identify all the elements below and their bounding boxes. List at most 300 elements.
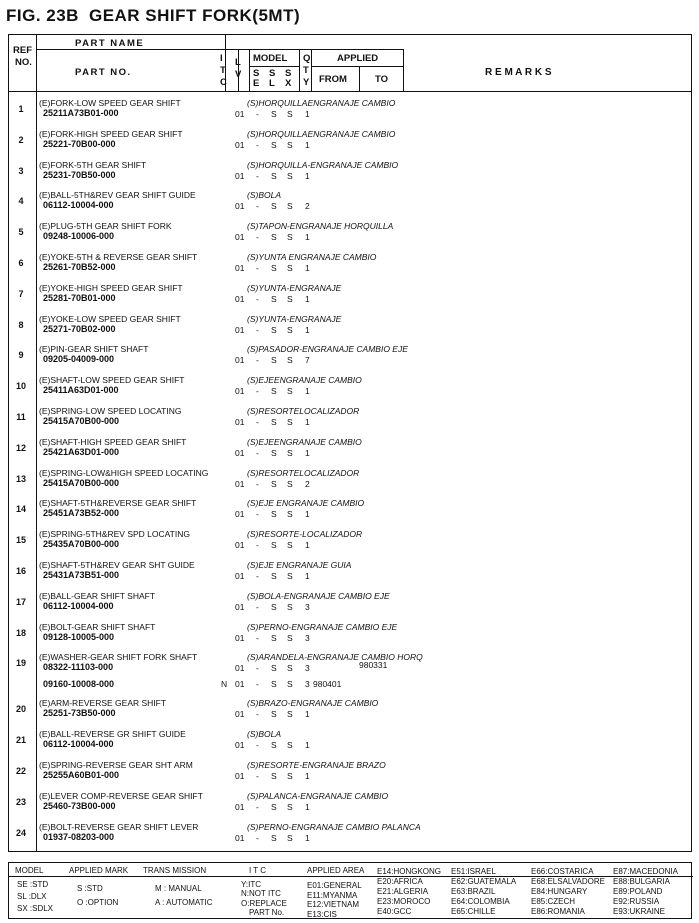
- model-sl: S: [271, 386, 277, 397]
- lv-value: 01: [235, 355, 245, 366]
- legend-itc-header: I T C: [249, 866, 267, 875]
- legend-area-item: E23:MOROCO: [377, 897, 431, 906]
- lv-value: 01: [235, 632, 245, 643]
- model-sl: S: [271, 709, 277, 720]
- part-number: 09160-10008-000: [43, 679, 115, 690]
- model-sx: S: [287, 771, 293, 781]
- spanish-name: (S)YUNTA-ENGRANAJE: [247, 282, 342, 293]
- ref-number: 18: [15, 627, 26, 638]
- table-row: [9, 622, 693, 653]
- legend-area-item: E65:CHILLE: [451, 907, 496, 916]
- spanish-name: (S)YUNTA-ENGRANAJE: [247, 313, 342, 324]
- to-header: TO: [375, 74, 389, 85]
- part-name: (E)SHAFT-5TH&REVERSE GEAR SHIFT: [39, 498, 197, 509]
- part-name: (E)SPRING-5TH&REV SPD LOCATING: [39, 529, 190, 540]
- spanish-name: (S)EJEENGRANAJE CAMBIO: [247, 436, 362, 447]
- from-header: FROM: [319, 74, 347, 85]
- legend-area-item: E62:GUATEMALA: [451, 877, 517, 886]
- part-name: (E)SHAFT-LOW SPEED GEAR SHIFT: [39, 375, 185, 386]
- part-name: (E)LEVER COMP-REVERSE GEAR SHIFT: [39, 790, 203, 801]
- lv-value: 01: [235, 170, 245, 181]
- ref-number: 12: [15, 442, 26, 453]
- model-se: -: [256, 740, 259, 751]
- legend-mark-header: APPLIED MARK: [69, 866, 129, 875]
- model-se: -: [256, 139, 259, 150]
- model-sx: S: [287, 740, 293, 751]
- model-sx: S: [287, 293, 293, 304]
- spanish-name: (S)HORQUILLAENGRANAJE CAMBIO: [247, 128, 396, 139]
- qty: 3: [305, 663, 310, 674]
- model-se: -: [256, 801, 259, 812]
- qty: 1: [305, 324, 310, 335]
- model-se: -: [256, 447, 259, 458]
- lv-value: 01: [235, 601, 245, 612]
- model-sx: S: [287, 540, 293, 551]
- model-sl-s: S: [269, 68, 276, 79]
- ref-number: 16: [15, 566, 26, 576]
- part-name: (E)SHAFT-5TH&REV GEAR SHT GUIDE: [39, 560, 195, 570]
- ref-number: 8: [18, 319, 24, 330]
- qty: 1: [305, 386, 310, 397]
- model-se: -: [256, 679, 259, 690]
- model-sx: S: [287, 509, 293, 520]
- ref-number: 4: [18, 196, 24, 207]
- table-row: [9, 791, 693, 822]
- legend-model-sl: SL :DLX: [17, 892, 47, 901]
- qty: 1: [305, 832, 310, 843]
- ref-number: 1: [18, 104, 24, 114]
- table-row: [9, 129, 693, 160]
- spanish-name: (S)BOLA: [247, 729, 282, 740]
- part-number: 06112-10004-000: [43, 739, 114, 750]
- part-name: (E)ARM-REVERSE GEAR SHIFT: [39, 698, 167, 709]
- part-name: (E)FORK-LOW SPEED GEAR SHIFT: [39, 98, 181, 108]
- table-row: [9, 190, 693, 221]
- qty: 3: [305, 601, 310, 612]
- lv-value: 01: [235, 832, 245, 843]
- legend-area-item: E20:AFRICA: [377, 877, 423, 886]
- part-number: 25415A70B00-000: [43, 416, 120, 426]
- ref-number: 21: [15, 735, 26, 746]
- part-name: (E)SPRING-LOW&HIGH SPEED LOCATING: [39, 467, 209, 478]
- model-se: -: [256, 771, 259, 781]
- spanish-name: (S)EJE ENGRANAJE GUIA: [247, 560, 352, 570]
- part-number: 25435A70B00-000: [43, 539, 120, 550]
- qty: 1: [305, 771, 310, 781]
- lv-l: L: [235, 57, 241, 68]
- model-sl: S: [271, 109, 277, 119]
- ref-number: 20: [15, 704, 26, 715]
- model-sx: S: [287, 263, 293, 273]
- spanish-name: (S)BOLA: [247, 190, 282, 201]
- table-row: [9, 314, 693, 345]
- spanish-name: (S)TAPON-ENGRANAJE HORQUILLA: [247, 221, 394, 232]
- ref-number: 24: [15, 827, 26, 838]
- spanish-name: (S)HORQUILLAENGRANAJE CAMBIO: [247, 98, 396, 108]
- model-sl: S: [271, 417, 277, 427]
- table-row: [9, 160, 693, 191]
- qty: 1: [305, 740, 310, 751]
- table-row: [9, 406, 693, 437]
- model-sx: S: [287, 417, 293, 427]
- model-header: MODEL: [253, 53, 288, 64]
- part-number: 09205-04009-000: [43, 354, 115, 365]
- itc-value: N: [221, 679, 228, 690]
- part-number: 25411A63D01-000: [43, 385, 119, 396]
- part-number: 25261-70B52-000: [43, 262, 116, 272]
- qty: 1: [305, 571, 310, 581]
- lv-value: 01: [235, 293, 245, 304]
- model-sl: S: [271, 139, 277, 150]
- model-sx: S: [287, 232, 293, 243]
- table-header: [8, 34, 692, 92]
- model-sx: S: [287, 139, 293, 150]
- spanish-name: (S)ARANDELA-ENGRANAJE CAMBIO HORQ: [247, 652, 423, 663]
- ref-number: 14: [15, 504, 26, 515]
- lv-value: 01: [235, 109, 245, 119]
- table-row: [9, 344, 693, 375]
- model-sl: S: [271, 263, 277, 273]
- part-number: 06112-10004-000: [43, 200, 114, 211]
- model-se: -: [256, 293, 259, 304]
- legend-area-item: E40:GCC: [377, 907, 412, 916]
- spanish-name: (S)PASADOR-ENGRANAJE CAMBIO EJE: [247, 344, 408, 355]
- qty: 3: [305, 632, 310, 643]
- model-se: -: [256, 571, 259, 581]
- ref-number: 11: [16, 412, 26, 422]
- lv-value: 01: [235, 571, 245, 581]
- model-sx: S: [287, 663, 293, 674]
- part-number: 25431A73B51-000: [43, 570, 120, 580]
- spanish-name: (S)RESORTELOCALIZADOR: [247, 467, 360, 478]
- model-sl: S: [271, 832, 277, 843]
- legend-trans-header: TRANS MISSION: [143, 866, 207, 875]
- model-se: -: [256, 663, 259, 674]
- legend-area-item: E14:HONGKONG: [377, 867, 442, 876]
- legend-itc-o: O:REPLACE: [241, 899, 287, 908]
- spanish-name: (S)EJEENGRANAJE CAMBIO: [247, 375, 362, 386]
- qty: 2: [305, 478, 310, 489]
- legend-area-item: E12:VIETNAM: [307, 900, 360, 909]
- legend-area-item: E93:UKRAINE: [613, 907, 666, 916]
- model-sx: S: [287, 478, 293, 489]
- model-se: -: [256, 832, 259, 843]
- page-title: [6, 6, 300, 26]
- part-number: 25221-70B00-000: [43, 138, 116, 149]
- model-sx: S: [287, 109, 293, 119]
- legend-model-header: MODEL: [15, 866, 44, 875]
- table-row: [9, 822, 693, 853]
- table-row: [9, 437, 693, 468]
- part-name: (E)SPRING-REVERSE GEAR SHT ARM: [39, 760, 193, 770]
- model-se: -: [256, 709, 259, 720]
- lv-value: 01: [235, 509, 245, 520]
- model-se: -: [256, 632, 259, 643]
- model-sx: S: [287, 801, 293, 812]
- model-se: -: [256, 324, 259, 335]
- model-sx-x: X: [285, 78, 292, 89]
- legend-area-item: E51:ISRAEL: [451, 867, 496, 876]
- legend-itc-y: Y:ITC: [241, 880, 262, 889]
- table-row: [9, 283, 693, 314]
- lv-value: 01: [235, 232, 245, 243]
- part-number: 09128-10005-000: [43, 631, 115, 642]
- ref-number: 15: [15, 535, 26, 546]
- qty: 1: [305, 139, 310, 150]
- model-sx: S: [287, 447, 293, 458]
- part-number: 01937-08203-000: [43, 831, 115, 842]
- part-number: 25251-73B50-000: [43, 708, 116, 719]
- qty: 1: [305, 293, 310, 304]
- model-sl: S: [271, 509, 277, 520]
- ref-number: 9: [18, 350, 24, 361]
- legend-mark-option: O :OPTION: [77, 898, 119, 907]
- part-name-header: PART NAME: [75, 38, 145, 49]
- model-sl: S: [271, 447, 277, 458]
- spanish-name: (S)RESORTE-ENGRANAJE BRAZO: [247, 760, 386, 770]
- qty: 1: [305, 540, 310, 551]
- itc-t: T: [220, 65, 226, 76]
- model-sx: S: [287, 832, 293, 843]
- lv-value: 01: [235, 771, 245, 781]
- qty-q: Q: [303, 53, 311, 64]
- legend-area-item: E01:GENERAL: [307, 881, 362, 890]
- lv-value: 01: [235, 540, 245, 551]
- part-number: 06112-10004-000: [43, 600, 114, 611]
- model-sl: S: [271, 740, 277, 751]
- spanish-name: (S)PALANCA-ENGRANAJE CAMBIO: [247, 790, 389, 801]
- model-sl: S: [271, 801, 277, 812]
- lv-value: 01: [235, 139, 245, 150]
- model-sl: S: [271, 679, 277, 690]
- legend-mark-std: S :STD: [77, 884, 103, 893]
- model-sl: S: [271, 232, 277, 243]
- qty: 2: [305, 201, 310, 212]
- legend-area-item: E21:ALGERIA: [377, 887, 429, 896]
- part-number: 25281-70B01-000: [43, 292, 116, 303]
- model-sx: S: [287, 201, 293, 212]
- model-sl: S: [271, 170, 277, 181]
- model-sx: S: [287, 170, 293, 181]
- applied-to: 980331: [359, 660, 388, 671]
- ref-number: 13: [15, 473, 26, 484]
- ref-number: 19: [15, 658, 26, 669]
- model-sl: S: [271, 355, 277, 366]
- model-sx: S: [287, 601, 293, 612]
- part-number: 25415A70B00-000: [43, 477, 120, 488]
- spanish-name: (S)PERNO-ENGRANAJE CAMBIO PALANCA: [247, 821, 421, 832]
- model-se: -: [256, 170, 259, 181]
- model-sx: S: [287, 386, 293, 397]
- ref-label: REF: [13, 45, 32, 56]
- model-se: -: [256, 601, 259, 612]
- part-number: 25460-73B00-000: [43, 800, 116, 811]
- lv-value: 01: [235, 679, 245, 690]
- part-name: (E)BALL-GEAR SHIFT SHAFT: [39, 590, 156, 601]
- model-sl: S: [271, 293, 277, 304]
- table-row: [9, 729, 693, 760]
- table-row: [9, 591, 693, 622]
- table-row: [9, 529, 693, 560]
- part-name: (E)BOLT-GEAR SHIFT SHAFT: [39, 621, 156, 632]
- legend: [8, 862, 692, 919]
- lv-value: 01: [235, 478, 245, 489]
- figure-number: FIG. 23B: [6, 6, 79, 25]
- qty: 1: [305, 170, 310, 181]
- spanish-name: (S)RESORTELOCALIZADOR: [247, 406, 360, 416]
- legend-model-se: SE :STD: [17, 880, 49, 889]
- table-row: [9, 221, 693, 252]
- legend-trans-manual: M : MANUAL: [155, 884, 202, 893]
- lv-value: 01: [235, 417, 245, 427]
- part-name: (E)PIN-GEAR SHIFT SHAFT: [39, 344, 149, 355]
- qty: 1: [305, 709, 310, 720]
- model-se: -: [256, 540, 259, 551]
- qty: 7: [305, 355, 310, 366]
- part-number: 09248-10006-000: [43, 231, 115, 242]
- ref-number: 17: [15, 596, 26, 607]
- model-se: -: [256, 201, 259, 212]
- spanish-name: (S)EJE ENGRANAJE CAMBIO: [247, 498, 365, 509]
- part-name: (E)BOLT-REVERSE GEAR SHIFT LEVER: [39, 821, 199, 832]
- model-sl: S: [271, 771, 277, 781]
- model-se-s: S: [253, 68, 260, 79]
- table-row: [9, 468, 693, 499]
- model-se: -: [256, 386, 259, 397]
- legend-area-item: E66:COSTARICA: [531, 867, 594, 876]
- ref-number: 5: [18, 227, 24, 238]
- qty: 1: [305, 801, 310, 812]
- table-row: [9, 652, 693, 698]
- part-number: 08322-11103-000: [43, 662, 114, 673]
- part-name: (E)YOKE-LOW SPEED GEAR SHIFT: [39, 313, 181, 324]
- lv-value: 01: [235, 663, 245, 674]
- model-sl: S: [271, 663, 277, 674]
- legend-model-sx: SX :SDLX: [17, 904, 54, 913]
- lv-value: 01: [235, 447, 245, 458]
- spanish-name: (S)HORQUILLA-ENGRANAJE CAMBIO: [247, 159, 399, 170]
- model-sx: S: [287, 571, 293, 581]
- ref-number: 3: [18, 165, 24, 176]
- legend-area-item: E88:BULGARIA: [613, 877, 670, 886]
- spanish-name: (S)BOLA-ENGRANAJE CAMBIO EJE: [247, 590, 390, 601]
- remarks-header: R E M A R K S: [485, 67, 552, 78]
- part-name: (E)YOKE-5TH & REVERSE GEAR SHIFT: [39, 252, 198, 262]
- applied-header: APPLIED: [337, 53, 379, 64]
- lv-value: 01: [235, 740, 245, 751]
- qty-y: Y: [303, 77, 310, 88]
- no-label: NO.: [15, 57, 32, 68]
- legend-area-item: E68:ELSALVADORE: [531, 877, 605, 886]
- model-sx-s: S: [285, 68, 292, 79]
- qty: 1: [305, 109, 310, 119]
- lv-value: 01: [235, 263, 245, 273]
- legend-area-item: E84:HUNGARY: [531, 887, 588, 896]
- applied-from: 980401: [313, 679, 342, 690]
- qty: 3: [305, 679, 310, 690]
- model-sx: S: [287, 324, 293, 335]
- qty: 1: [305, 509, 310, 520]
- qty: 1: [305, 232, 310, 243]
- parts-table: [8, 92, 692, 852]
- part-name: (E)PLUG-5TH GEAR SHIFT FORK: [39, 221, 172, 232]
- model-sl: S: [271, 478, 277, 489]
- model-sx: S: [287, 632, 293, 643]
- legend-itc-n: N:NOT ITC: [241, 889, 281, 898]
- model-se: -: [256, 355, 259, 366]
- model-se: -: [256, 478, 259, 489]
- part-name: (E)WASHER-GEAR SHIFT FORK SHAFT: [39, 652, 198, 663]
- model-se: -: [256, 417, 259, 427]
- part-name: (E)FORK-HIGH SPEED GEAR SHIFT: [39, 128, 183, 139]
- part-name: (E)SPRING-LOW SPEED LOCATING: [39, 406, 182, 416]
- lv-value: 01: [235, 201, 245, 212]
- itc-c: C: [220, 77, 227, 88]
- part-name: (E)BALL-5TH&REV GEAR SHIFT GUIDE: [39, 190, 196, 201]
- qty-t: T: [303, 65, 309, 76]
- ref-number: 23: [15, 796, 26, 807]
- model-sl: S: [271, 571, 277, 581]
- table-row: [9, 760, 693, 791]
- lv-v: V: [235, 69, 242, 80]
- model-se: -: [256, 232, 259, 243]
- part-no-header: PART NO.: [75, 67, 132, 78]
- part-name: (E)BALL-REVERSE GR SHIFT GUIDE: [39, 729, 186, 740]
- lv-value: 01: [235, 386, 245, 397]
- model-sl-l: L: [269, 78, 275, 89]
- table-row: [9, 98, 693, 129]
- part-number: 25211A73B01-000: [43, 108, 119, 118]
- ref-number: 10: [15, 381, 26, 392]
- legend-area-item: E89:POLAND: [613, 887, 663, 896]
- lv-value: 01: [235, 801, 245, 812]
- spanish-name: (S)RESORTE-LOCALIZADOR: [247, 529, 363, 540]
- table-row: [9, 698, 693, 729]
- qty: 1: [305, 417, 310, 427]
- spanish-name: (S)PERNO-ENGRANAJE CAMBIO EJE: [247, 621, 398, 632]
- ref-number: 22: [15, 766, 26, 776]
- model-sl: S: [271, 324, 277, 335]
- part-name: (E)SHAFT-HIGH SPEED GEAR SHIFT: [39, 436, 187, 447]
- spanish-name: (S)BRAZO-ENGRANAJE CAMBIO: [247, 698, 379, 709]
- model-sx: S: [287, 709, 293, 720]
- spanish-name: (S)YUNTA ENGRANAJE CAMBIO: [247, 252, 377, 262]
- lv-value: 01: [235, 709, 245, 720]
- part-number: 25451A73B52-000: [43, 508, 120, 519]
- ref-number: 2: [18, 134, 24, 145]
- table-row: [9, 252, 693, 283]
- table-row: [9, 498, 693, 529]
- legend-itc-partno: PART No.: [249, 908, 285, 917]
- part-number: 25421A63D01-000: [43, 446, 120, 457]
- model-se: -: [256, 263, 259, 273]
- legend-area-item: E85:CZECH: [531, 897, 576, 906]
- model-se-e: E: [253, 78, 260, 89]
- part-name: (E)YOKE-HIGH SPEED GEAR SHIFT: [39, 282, 183, 293]
- lv-value: 01: [235, 324, 245, 335]
- qty: 1: [305, 447, 310, 458]
- legend-area-item: E11:MYANMA: [307, 890, 358, 900]
- model-se: -: [256, 109, 259, 119]
- legend-area-item: E64:COLOMBIA: [451, 897, 510, 906]
- legend-area-item: E13:CIS: [307, 909, 337, 919]
- part-number: 25255A60B01-000: [43, 770, 120, 780]
- model-se: -: [256, 509, 259, 520]
- itc-i: I: [220, 53, 223, 64]
- model-sl: S: [271, 540, 277, 551]
- part-name: (E)FORK-5TH GEAR SHIFT: [39, 159, 147, 170]
- table-row: [9, 560, 693, 591]
